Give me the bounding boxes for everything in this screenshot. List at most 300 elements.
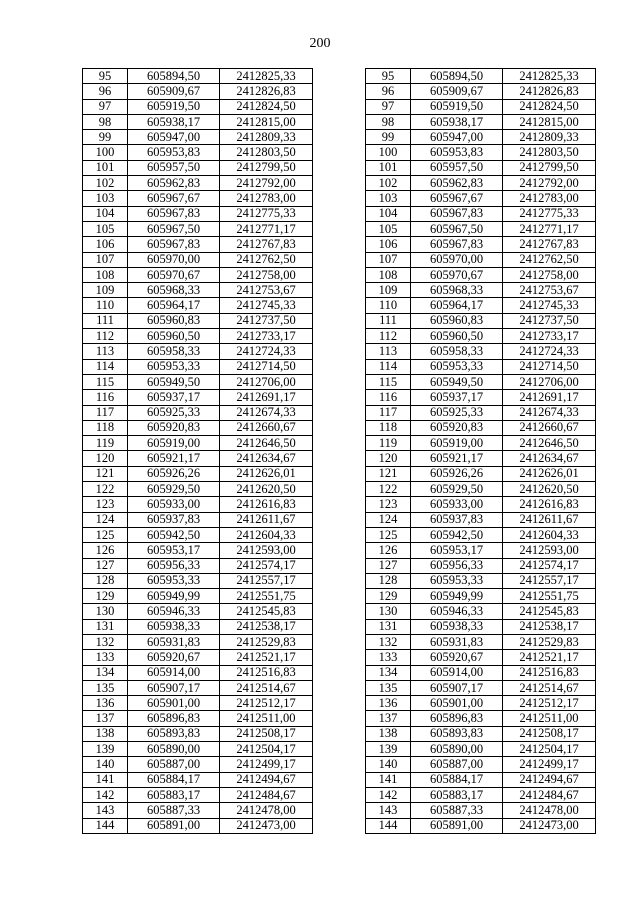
left-x-coordinate-cell: 605953,83 <box>128 145 220 160</box>
right-point-number-cell: 104 <box>366 206 411 221</box>
column-gap <box>313 665 366 680</box>
left-point-number-cell: 109 <box>83 283 128 298</box>
column-gap <box>313 298 366 313</box>
left-point-number-cell: 116 <box>83 390 128 405</box>
left-y-coordinate-cell: 2412733,17 <box>220 329 313 344</box>
table-row <box>83 482 596 497</box>
right-y-coordinate-cell: 2412511,00 <box>503 711 596 726</box>
right-x-coordinate-cell: 605967,50 <box>411 221 503 236</box>
right-point-number-cell: 106 <box>366 237 411 252</box>
right-x-coordinate-cell: 605956,33 <box>411 558 503 573</box>
left-x-coordinate-cell: 605953,17 <box>128 543 220 558</box>
column-gap <box>313 176 366 191</box>
left-y-coordinate-cell: 2412771,17 <box>220 221 313 236</box>
table-row <box>83 497 596 512</box>
table-row <box>83 206 596 221</box>
left-x-coordinate-cell: 605887,00 <box>128 757 220 772</box>
right-point-number-cell: 116 <box>366 390 411 405</box>
left-point-number-cell: 104 <box>83 206 128 221</box>
left-y-coordinate-cell: 2412604,33 <box>220 527 313 542</box>
right-y-coordinate-cell: 2412604,33 <box>503 527 596 542</box>
right-x-coordinate-cell: 605909,67 <box>411 84 503 99</box>
left-y-coordinate-cell: 2412753,67 <box>220 283 313 298</box>
left-x-coordinate-cell: 605964,17 <box>128 298 220 313</box>
right-point-number-cell: 102 <box>366 176 411 191</box>
left-point-number-cell: 124 <box>83 512 128 527</box>
table-row <box>83 283 596 298</box>
right-y-coordinate-cell: 2412799,50 <box>503 160 596 175</box>
right-point-number-cell: 111 <box>366 313 411 328</box>
right-y-coordinate-cell: 2412815,00 <box>503 114 596 129</box>
left-point-number-cell: 131 <box>83 619 128 634</box>
right-x-coordinate-cell: 605884,17 <box>411 772 503 787</box>
column-gap <box>313 772 366 787</box>
table-row <box>83 512 596 527</box>
right-x-coordinate-cell: 605919,00 <box>411 436 503 451</box>
left-point-number-cell: 120 <box>83 451 128 466</box>
left-y-coordinate-cell: 2412508,17 <box>220 726 313 741</box>
left-y-coordinate-cell: 2412767,83 <box>220 237 313 252</box>
left-x-coordinate-cell: 605909,67 <box>128 84 220 99</box>
table-row <box>83 696 596 711</box>
table-row <box>83 267 596 282</box>
left-x-coordinate-cell: 605914,00 <box>128 665 220 680</box>
right-point-number-cell: 118 <box>366 420 411 435</box>
column-gap <box>313 374 366 389</box>
right-x-coordinate-cell: 605937,17 <box>411 390 503 405</box>
left-point-number-cell: 115 <box>83 374 128 389</box>
table-row <box>83 803 596 818</box>
left-point-number-cell: 128 <box>83 573 128 588</box>
left-x-coordinate-cell: 605907,17 <box>128 680 220 695</box>
right-y-coordinate-cell: 2412767,83 <box>503 237 596 252</box>
right-point-number-cell: 117 <box>366 405 411 420</box>
right-x-coordinate-cell: 605967,83 <box>411 237 503 252</box>
right-point-number-cell: 138 <box>366 726 411 741</box>
right-y-coordinate-cell: 2412626,01 <box>503 466 596 481</box>
right-y-coordinate-cell: 2412646,50 <box>503 436 596 451</box>
right-point-number-cell: 121 <box>366 466 411 481</box>
right-y-coordinate-cell: 2412733,17 <box>503 329 596 344</box>
left-x-coordinate-cell: 605925,33 <box>128 405 220 420</box>
left-y-coordinate-cell: 2412737,50 <box>220 313 313 328</box>
left-x-coordinate-cell: 605956,33 <box>128 558 220 573</box>
left-x-coordinate-cell: 605967,67 <box>128 191 220 206</box>
left-x-coordinate-cell: 605938,17 <box>128 114 220 129</box>
column-gap <box>313 436 366 451</box>
left-x-coordinate-cell: 605958,33 <box>128 344 220 359</box>
left-x-coordinate-cell: 605970,67 <box>128 267 220 282</box>
left-x-coordinate-cell: 605920,67 <box>128 650 220 665</box>
left-point-number-cell: 144 <box>83 818 128 833</box>
right-y-coordinate-cell: 2412737,50 <box>503 313 596 328</box>
left-x-coordinate-cell: 605970,00 <box>128 252 220 267</box>
column-gap <box>313 99 366 114</box>
right-y-coordinate-cell: 2412660,67 <box>503 420 596 435</box>
right-x-coordinate-cell: 605891,00 <box>411 818 503 833</box>
column-gap <box>313 527 366 542</box>
left-point-number-cell: 101 <box>83 160 128 175</box>
left-point-number-cell: 113 <box>83 344 128 359</box>
right-x-coordinate-cell: 605893,83 <box>411 726 503 741</box>
table-row <box>83 313 596 328</box>
right-x-coordinate-cell: 605938,17 <box>411 114 503 129</box>
right-point-number-cell: 114 <box>366 359 411 374</box>
left-y-coordinate-cell: 2412646,50 <box>220 436 313 451</box>
left-y-coordinate-cell: 2412815,00 <box>220 114 313 129</box>
right-point-number-cell: 109 <box>366 283 411 298</box>
table-row <box>83 69 596 84</box>
left-y-coordinate-cell: 2412478,00 <box>220 803 313 818</box>
left-x-coordinate-cell: 605949,50 <box>128 374 220 389</box>
column-gap <box>313 558 366 573</box>
left-point-number-cell: 95 <box>83 69 128 84</box>
right-point-number-cell: 124 <box>366 512 411 527</box>
left-x-coordinate-cell: 605967,50 <box>128 221 220 236</box>
column-gap <box>313 221 366 236</box>
right-y-coordinate-cell: 2412783,00 <box>503 191 596 206</box>
right-x-coordinate-cell: 605907,17 <box>411 680 503 695</box>
right-point-number-cell: 134 <box>366 665 411 680</box>
right-y-coordinate-cell: 2412714,50 <box>503 359 596 374</box>
left-point-number-cell: 96 <box>83 84 128 99</box>
right-y-coordinate-cell: 2412826,83 <box>503 84 596 99</box>
right-point-number-cell: 139 <box>366 742 411 757</box>
left-x-coordinate-cell: 605901,00 <box>128 696 220 711</box>
right-x-coordinate-cell: 605883,17 <box>411 787 503 802</box>
table-row <box>83 390 596 405</box>
right-point-number-cell: 100 <box>366 145 411 160</box>
column-gap <box>313 145 366 160</box>
left-x-coordinate-cell: 605931,83 <box>128 634 220 649</box>
left-y-coordinate-cell: 2412775,33 <box>220 206 313 221</box>
column-gap <box>313 589 366 604</box>
table-row <box>83 252 596 267</box>
column-gap <box>313 650 366 665</box>
right-x-coordinate-cell: 605968,33 <box>411 283 503 298</box>
right-y-coordinate-cell: 2412634,67 <box>503 451 596 466</box>
right-point-number-cell: 137 <box>366 711 411 726</box>
table-row <box>83 757 596 772</box>
left-x-coordinate-cell: 605887,33 <box>128 803 220 818</box>
left-x-coordinate-cell: 605920,83 <box>128 420 220 435</box>
column-gap <box>313 390 366 405</box>
left-point-number-cell: 119 <box>83 436 128 451</box>
right-x-coordinate-cell: 605970,67 <box>411 267 503 282</box>
left-y-coordinate-cell: 2412514,67 <box>220 680 313 695</box>
right-x-coordinate-cell: 605953,83 <box>411 145 503 160</box>
right-x-coordinate-cell: 605970,00 <box>411 252 503 267</box>
page-number: 200 <box>309 36 331 51</box>
right-y-coordinate-cell: 2412529,83 <box>503 634 596 649</box>
right-x-coordinate-cell: 605894,50 <box>411 69 503 84</box>
right-y-coordinate-cell: 2412484,67 <box>503 787 596 802</box>
right-y-coordinate-cell: 2412494,67 <box>503 772 596 787</box>
left-point-number-cell: 134 <box>83 665 128 680</box>
left-y-coordinate-cell: 2412724,33 <box>220 344 313 359</box>
column-gap <box>313 696 366 711</box>
table-row <box>83 527 596 542</box>
right-point-number-cell: 131 <box>366 619 411 634</box>
right-x-coordinate-cell: 605958,33 <box>411 344 503 359</box>
left-y-coordinate-cell: 2412473,00 <box>220 818 313 833</box>
left-y-coordinate-cell: 2412824,50 <box>220 99 313 114</box>
left-y-coordinate-cell: 2412660,67 <box>220 420 313 435</box>
left-y-coordinate-cell: 2412504,17 <box>220 742 313 757</box>
left-y-coordinate-cell: 2412799,50 <box>220 160 313 175</box>
table-row <box>83 818 596 833</box>
column-gap <box>313 69 366 84</box>
column-gap <box>313 160 366 175</box>
left-y-coordinate-cell: 2412499,17 <box>220 757 313 772</box>
right-x-coordinate-cell: 605887,00 <box>411 757 503 772</box>
right-point-number-cell: 143 <box>366 803 411 818</box>
right-x-coordinate-cell: 605946,33 <box>411 604 503 619</box>
column-gap <box>313 619 366 634</box>
column-gap <box>313 604 366 619</box>
column-gap <box>313 252 366 267</box>
column-gap <box>313 283 366 298</box>
right-y-coordinate-cell: 2412499,17 <box>503 757 596 772</box>
right-point-number-cell: 126 <box>366 543 411 558</box>
left-x-coordinate-cell: 605947,00 <box>128 130 220 145</box>
table-row <box>83 787 596 802</box>
left-x-coordinate-cell: 605942,50 <box>128 527 220 542</box>
right-x-coordinate-cell: 605929,50 <box>411 482 503 497</box>
table-row <box>83 634 596 649</box>
right-y-coordinate-cell: 2412557,17 <box>503 573 596 588</box>
table-row <box>83 114 596 129</box>
right-y-coordinate-cell: 2412514,67 <box>503 680 596 695</box>
column-gap <box>313 757 366 772</box>
right-y-coordinate-cell: 2412706,00 <box>503 374 596 389</box>
right-y-coordinate-cell: 2412574,17 <box>503 558 596 573</box>
right-point-number-cell: 96 <box>366 84 411 99</box>
table-row <box>83 573 596 588</box>
right-y-coordinate-cell: 2412674,33 <box>503 405 596 420</box>
right-x-coordinate-cell: 605920,67 <box>411 650 503 665</box>
left-x-coordinate-cell: 605919,00 <box>128 436 220 451</box>
left-point-number-cell: 139 <box>83 742 128 757</box>
column-gap <box>313 680 366 695</box>
left-x-coordinate-cell: 605937,83 <box>128 512 220 527</box>
right-x-coordinate-cell: 605964,17 <box>411 298 503 313</box>
column-gap <box>313 313 366 328</box>
right-point-number-cell: 97 <box>366 99 411 114</box>
left-x-coordinate-cell: 605949,99 <box>128 589 220 604</box>
right-point-number-cell: 123 <box>366 497 411 512</box>
right-y-coordinate-cell: 2412809,33 <box>503 130 596 145</box>
column-gap <box>313 329 366 344</box>
right-point-number-cell: 95 <box>366 69 411 84</box>
left-point-number-cell: 125 <box>83 527 128 542</box>
table-row <box>83 711 596 726</box>
right-x-coordinate-cell: 605931,83 <box>411 634 503 649</box>
left-y-coordinate-cell: 2412783,00 <box>220 191 313 206</box>
left-y-coordinate-cell: 2412551,75 <box>220 589 313 604</box>
right-x-coordinate-cell: 605926,26 <box>411 466 503 481</box>
left-x-coordinate-cell: 605929,50 <box>128 482 220 497</box>
left-x-coordinate-cell: 605926,26 <box>128 466 220 481</box>
left-point-number-cell: 98 <box>83 114 128 129</box>
left-point-number-cell: 126 <box>83 543 128 558</box>
right-y-coordinate-cell: 2412792,00 <box>503 176 596 191</box>
table-row <box>83 650 596 665</box>
column-gap <box>313 405 366 420</box>
left-y-coordinate-cell: 2412792,00 <box>220 176 313 191</box>
left-point-number-cell: 127 <box>83 558 128 573</box>
right-point-number-cell: 130 <box>366 604 411 619</box>
right-point-number-cell: 119 <box>366 436 411 451</box>
left-y-coordinate-cell: 2412521,17 <box>220 650 313 665</box>
right-y-coordinate-cell: 2412478,00 <box>503 803 596 818</box>
right-point-number-cell: 98 <box>366 114 411 129</box>
right-x-coordinate-cell: 605914,00 <box>411 665 503 680</box>
table-row <box>83 176 596 191</box>
left-point-number-cell: 103 <box>83 191 128 206</box>
table-row <box>83 604 596 619</box>
left-y-coordinate-cell: 2412545,83 <box>220 604 313 619</box>
table-row <box>83 344 596 359</box>
column-gap <box>313 787 366 802</box>
column-gap <box>313 543 366 558</box>
right-point-number-cell: 110 <box>366 298 411 313</box>
right-point-number-cell: 129 <box>366 589 411 604</box>
right-x-coordinate-cell: 605921,17 <box>411 451 503 466</box>
left-point-number-cell: 100 <box>83 145 128 160</box>
coordinates-table <box>82 68 596 834</box>
left-x-coordinate-cell: 605946,33 <box>128 604 220 619</box>
table-row <box>83 436 596 451</box>
table-row <box>83 145 596 160</box>
left-point-number-cell: 114 <box>83 359 128 374</box>
right-point-number-cell: 135 <box>366 680 411 695</box>
left-point-number-cell: 121 <box>83 466 128 481</box>
left-x-coordinate-cell: 605960,50 <box>128 329 220 344</box>
left-point-number-cell: 105 <box>83 221 128 236</box>
right-point-number-cell: 107 <box>366 252 411 267</box>
left-x-coordinate-cell: 605896,83 <box>128 711 220 726</box>
left-y-coordinate-cell: 2412529,83 <box>220 634 313 649</box>
column-gap <box>313 803 366 818</box>
right-point-number-cell: 125 <box>366 527 411 542</box>
left-x-coordinate-cell: 605960,83 <box>128 313 220 328</box>
right-y-coordinate-cell: 2412512,17 <box>503 696 596 711</box>
right-y-coordinate-cell: 2412473,00 <box>503 818 596 833</box>
left-x-coordinate-cell: 605968,33 <box>128 283 220 298</box>
right-x-coordinate-cell: 605953,33 <box>411 359 503 374</box>
right-point-number-cell: 113 <box>366 344 411 359</box>
right-point-number-cell: 141 <box>366 772 411 787</box>
column-gap <box>313 818 366 833</box>
left-y-coordinate-cell: 2412511,00 <box>220 711 313 726</box>
left-x-coordinate-cell: 605883,17 <box>128 787 220 802</box>
column-gap <box>313 191 366 206</box>
left-point-number-cell: 110 <box>83 298 128 313</box>
right-point-number-cell: 128 <box>366 573 411 588</box>
right-x-coordinate-cell: 605953,17 <box>411 543 503 558</box>
left-y-coordinate-cell: 2412616,83 <box>220 497 313 512</box>
right-point-number-cell: 112 <box>366 329 411 344</box>
right-x-coordinate-cell: 605919,50 <box>411 99 503 114</box>
column-gap <box>313 497 366 512</box>
right-x-coordinate-cell: 605938,33 <box>411 619 503 634</box>
left-point-number-cell: 106 <box>83 237 128 252</box>
column-gap <box>313 512 366 527</box>
right-point-number-cell: 103 <box>366 191 411 206</box>
left-point-number-cell: 141 <box>83 772 128 787</box>
column-gap <box>313 634 366 649</box>
table-row <box>83 221 596 236</box>
right-y-coordinate-cell: 2412593,00 <box>503 543 596 558</box>
left-y-coordinate-cell: 2412691,17 <box>220 390 313 405</box>
left-point-number-cell: 111 <box>83 313 128 328</box>
right-point-number-cell: 105 <box>366 221 411 236</box>
right-y-coordinate-cell: 2412691,17 <box>503 390 596 405</box>
right-point-number-cell: 144 <box>366 818 411 833</box>
table-row <box>83 742 596 757</box>
left-point-number-cell: 112 <box>83 329 128 344</box>
left-point-number-cell: 122 <box>83 482 128 497</box>
table-row <box>83 405 596 420</box>
column-gap <box>313 573 366 588</box>
left-y-coordinate-cell: 2412826,83 <box>220 84 313 99</box>
right-x-coordinate-cell: 605937,83 <box>411 512 503 527</box>
left-point-number-cell: 135 <box>83 680 128 695</box>
left-point-number-cell: 140 <box>83 757 128 772</box>
left-point-number-cell: 143 <box>83 803 128 818</box>
left-x-coordinate-cell: 605921,17 <box>128 451 220 466</box>
right-y-coordinate-cell: 2412803,50 <box>503 145 596 160</box>
left-y-coordinate-cell: 2412714,50 <box>220 359 313 374</box>
table-row <box>83 160 596 175</box>
left-point-number-cell: 132 <box>83 634 128 649</box>
column-gap <box>313 344 366 359</box>
left-point-number-cell: 123 <box>83 497 128 512</box>
left-x-coordinate-cell: 605953,33 <box>128 359 220 374</box>
table-row <box>83 589 596 604</box>
right-x-coordinate-cell: 605933,00 <box>411 497 503 512</box>
right-y-coordinate-cell: 2412753,67 <box>503 283 596 298</box>
left-x-coordinate-cell: 605967,83 <box>128 237 220 252</box>
column-gap <box>313 206 366 221</box>
left-y-coordinate-cell: 2412626,01 <box>220 466 313 481</box>
column-gap <box>313 84 366 99</box>
right-point-number-cell: 101 <box>366 160 411 175</box>
right-x-coordinate-cell: 605947,00 <box>411 130 503 145</box>
left-y-coordinate-cell: 2412593,00 <box>220 543 313 558</box>
left-point-number-cell: 142 <box>83 787 128 802</box>
left-y-coordinate-cell: 2412809,33 <box>220 130 313 145</box>
right-x-coordinate-cell: 605896,83 <box>411 711 503 726</box>
table-row <box>83 84 596 99</box>
right-point-number-cell: 142 <box>366 787 411 802</box>
right-y-coordinate-cell: 2412516,83 <box>503 665 596 680</box>
right-x-coordinate-cell: 605962,83 <box>411 176 503 191</box>
left-point-number-cell: 102 <box>83 176 128 191</box>
left-point-number-cell: 118 <box>83 420 128 435</box>
right-x-coordinate-cell: 605960,50 <box>411 329 503 344</box>
column-gap <box>313 359 366 374</box>
left-y-coordinate-cell: 2412745,33 <box>220 298 313 313</box>
column-gap <box>313 482 366 497</box>
table-row <box>83 420 596 435</box>
left-x-coordinate-cell: 605884,17 <box>128 772 220 787</box>
right-y-coordinate-cell: 2412825,33 <box>503 69 596 84</box>
left-y-coordinate-cell: 2412825,33 <box>220 69 313 84</box>
right-point-number-cell: 136 <box>366 696 411 711</box>
right-x-coordinate-cell: 605957,50 <box>411 160 503 175</box>
